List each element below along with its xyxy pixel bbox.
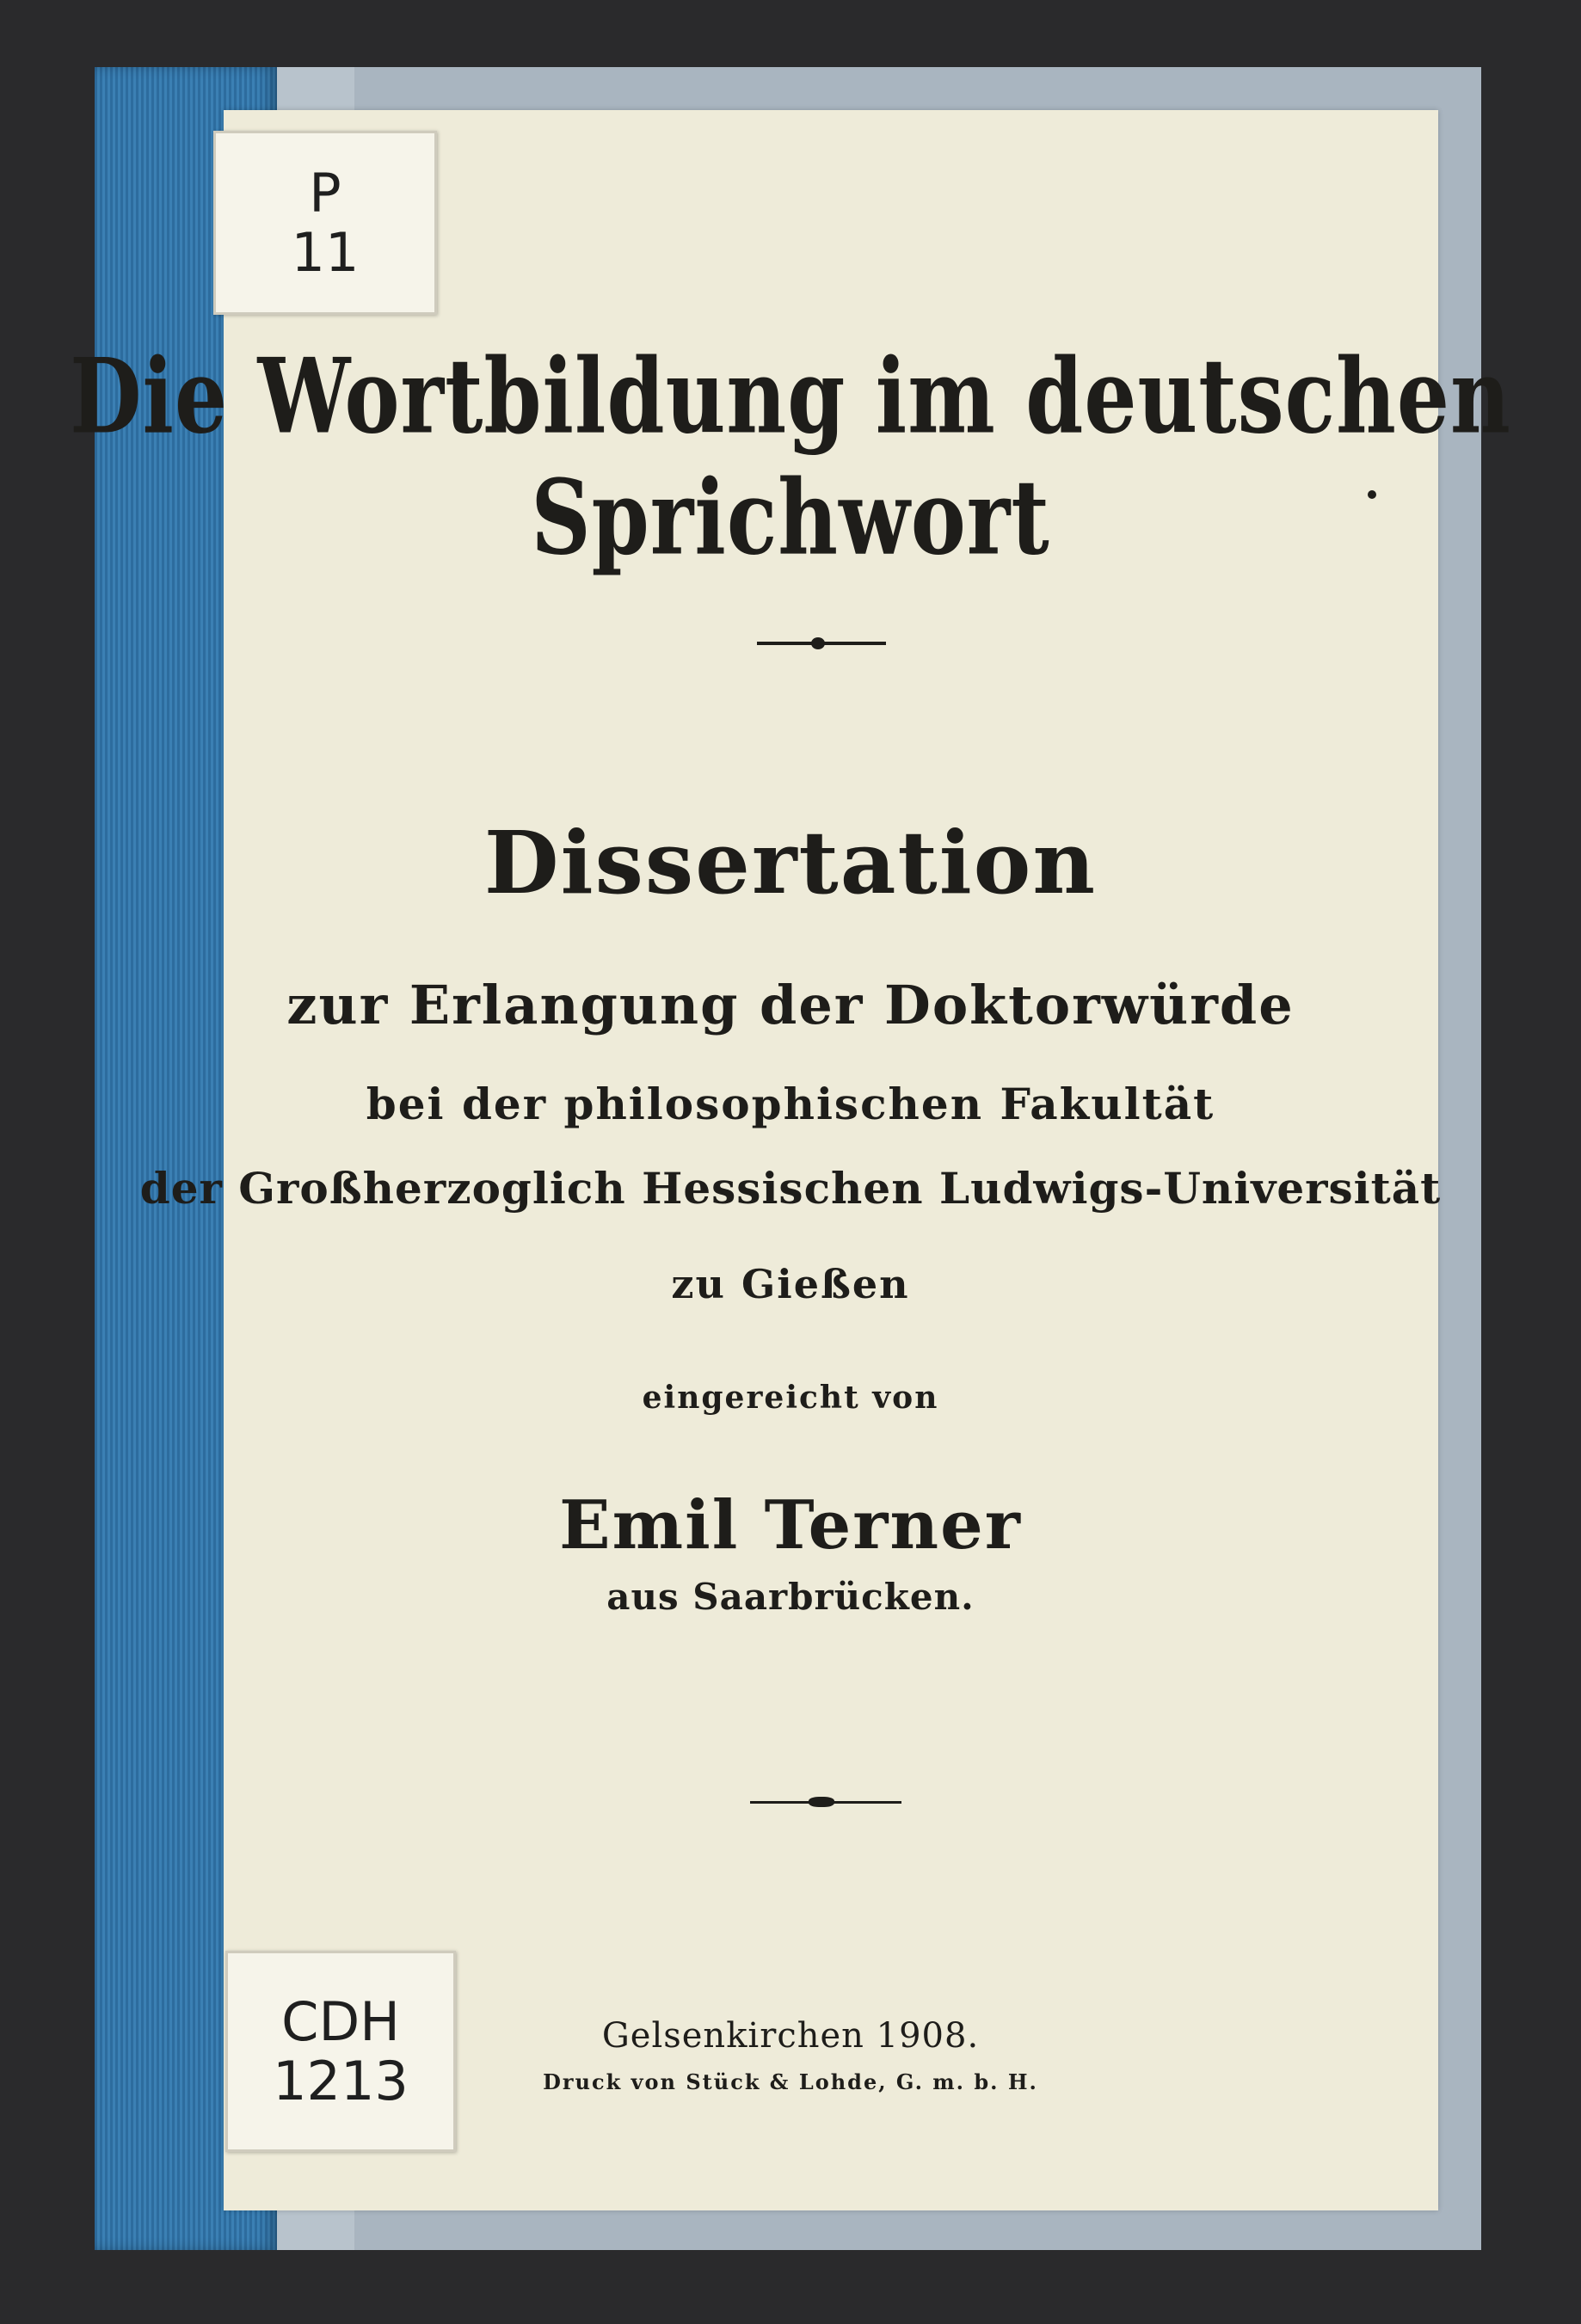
author-name: Emil Terner — [559, 1486, 1022, 1565]
shelf-label-bottom-line-1: CDH — [281, 1989, 400, 2053]
shelf-label-top — [213, 131, 437, 315]
imprint-printer: Druck von Stück & Lohde, G. m. b. H. — [543, 2069, 1038, 2094]
dissertation-heading: Dissertation — [483, 812, 1098, 913]
shelf-label-bottom-line-2: 1213 — [273, 2050, 409, 2112]
subtitle-line-2: bei der philosophischen Fakultät — [366, 1079, 1215, 1129]
divider-ornament-top-center — [811, 637, 825, 649]
subtitle-line-4: zu Gießen — [671, 1261, 910, 1307]
subtitle-line-3: der Großherzoglich Hessischen Ludwigs-Universität — [139, 1163, 1442, 1214]
book-title: Die Wortbildung im deutschen Sprichwort — [70, 335, 1511, 579]
shelf-label-top-line-1: P — [309, 161, 341, 224]
divider-ornament-bottom-center — [809, 1797, 834, 1807]
title-period-dot — [1368, 490, 1376, 499]
subtitle-line-1: zur Erlangung der Doktorwürde — [286, 974, 1295, 1036]
author-origin: aus Saarbrücken. — [606, 1576, 975, 1618]
shelf-label-top-line-2: 11 — [291, 221, 360, 284]
submitted-by-line: eingereicht von — [642, 1380, 939, 1416]
imprint-place-year: Gelsenkirchen 1908. — [601, 2016, 980, 2056]
